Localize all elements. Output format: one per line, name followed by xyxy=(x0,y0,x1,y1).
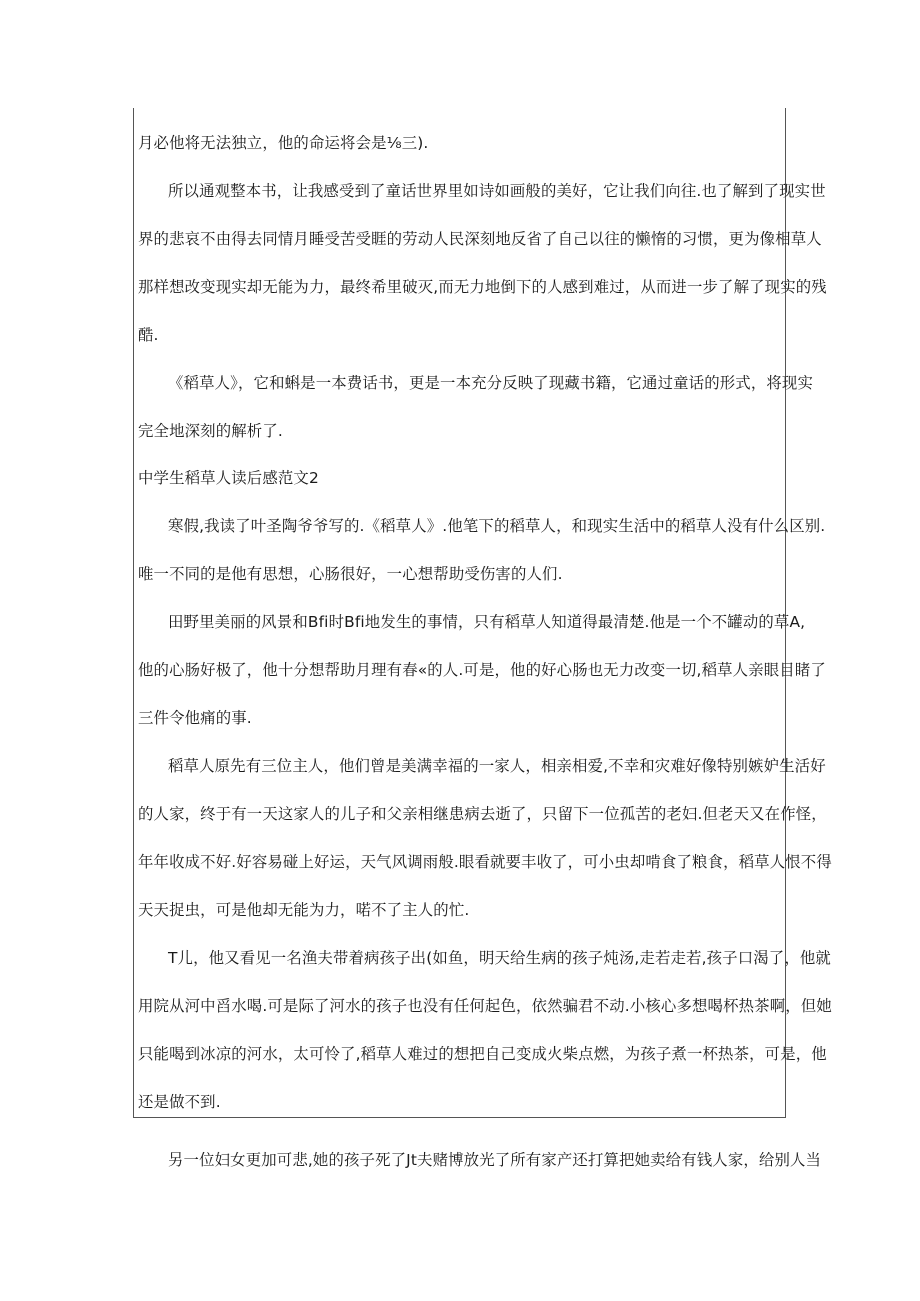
text-line: T儿，他又看见一名渔夫带着病孩子出(如鱼，明天给生病的孩子炖汤,走若走若,孩子口渴了，他就 xyxy=(168,949,831,967)
text-line: 界的悲哀不由得去同情月睡受苦受睚的劳动人民深刻地反省了自己以往的懒惰的习惯，更为像相草人 xyxy=(138,230,822,248)
text-line: 唯一不同的是他有思想，心肠很好，一心想帮助受伤害的人们. xyxy=(138,565,563,583)
text-line: 年年收成不好.好容易碰上好运，天气风调雨般.眼看就要丰收了，可小虫却啃食了粮食，稻草人恨不得 xyxy=(138,853,832,871)
text-line: 另一位妇女更加可悲,她的孩子死了Jt夫赌博放光了所有家产还打算把她卖给有钱人家，给别人当 xyxy=(168,1151,822,1169)
text-line: 完全地深刻的解析了. xyxy=(138,422,283,440)
text-line: 的人家，终于有一天这家人的儿子和父亲相继患病去逝了，只留下一位孤苦的老妇.但老天又在作怪， xyxy=(138,805,827,823)
text-line: 寒假,我读了叶圣陶爷爷写的.《稻草人》.他笔下的稻草人，和现实生活中的稻草人没有什么区别. xyxy=(168,517,826,535)
text-line: 酷. xyxy=(138,326,159,344)
text-line: 稻草人原先有三位主人，他们曾是美满幸福的一家人，相亲相爱,不幸和灾难好像特别嫉妒生活好 xyxy=(168,757,826,775)
section-heading: 中学生稻草人读后感范文2 xyxy=(138,469,319,487)
text-line: 天天捉虫，可是他却无能为力，喏不了主人的忙. xyxy=(138,901,470,919)
text-line: 月必他将无法独立，他的命运将会是⅛三). xyxy=(138,134,429,152)
text-line: 田野里美丽的风景和Bfi时Bfi地发生的事情，只有稻草人知道得最清楚.他是一个不罐动的草A, xyxy=(168,613,806,631)
text-line: 还是做不到. xyxy=(138,1093,221,1111)
text-line: 三件令他痛的事. xyxy=(138,709,252,727)
text-line: 只能喝到冰凉的河水，太可怜了,稻草人难过的想把自己变成火柴点燃，为孩子煮一杯热茶，可是，他 xyxy=(138,1045,827,1063)
text-line: 《稻草人》，它和蝌是一本费话书，更是一本充分反映了现藏书籍，它通过童话的形式，将现实 xyxy=(168,374,814,392)
text-line: 他的心肠好极了，他十分想帮助月理有春«的人.可是，他的好心肠也无力改变一切,稻草人亲眼目睹了 xyxy=(138,661,826,679)
text-line: 那样想改变现实却无能为力，最终希里破灭,而无力地倒下的人感到难过，从而进一步了解了现实的残 xyxy=(138,278,827,296)
text-line: 用院从河中舀水喝.可是际了河水的孩子也没有任何起色，依然骗君不动.小核心多想喝杯热茶啊，但她 xyxy=(138,997,832,1015)
text-line: 所以通观整本书，让我感受到了童话世界里如诗如画般的美好，它让我们向往.也了解到了现实世 xyxy=(168,182,826,200)
